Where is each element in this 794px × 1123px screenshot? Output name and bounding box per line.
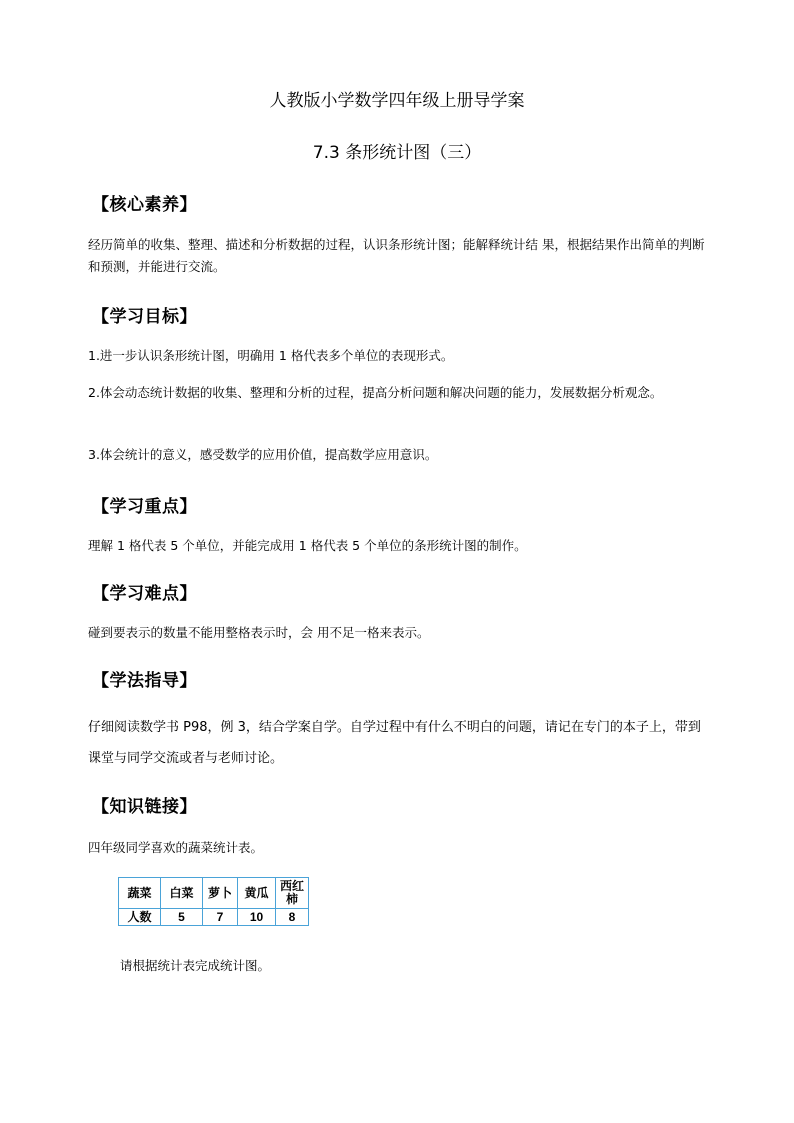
link-intro: 四年级同学喜欢的蔬菜统计表。: [88, 840, 264, 855]
difficulty-paragraph: 碰到要表示的数量不能用整格表示时，会 用不足一格来表示。: [88, 625, 430, 640]
section-heading-key: 【学习重点】: [92, 497, 197, 517]
table-header-cell: 黄瓜: [238, 878, 276, 909]
table-cell: 8: [276, 909, 309, 926]
table-cell: 10: [238, 909, 276, 926]
link-instruction: 请根据统计表完成统计图。: [120, 958, 271, 973]
goal-item-2: 2.体会动态统计数据的收集、整理和分析的过程，提高分析问题和解决问题的能力，发展数据分析观念。: [88, 385, 663, 400]
table-cell: 7: [203, 909, 238, 926]
document-title: 人教版小学数学四年级上册导学案: [269, 91, 525, 111]
core-paragraph: 经历简单的收集、整理、描述和分析数据的过程，认识条形统计图；能解释统计结 果，根据结果作出简单的判断和预测，并能进行交流。: [88, 237, 705, 274]
table-row: [119, 909, 309, 926]
table-header-row: [119, 878, 309, 909]
section-heading-method: 【学法指导】: [92, 671, 197, 691]
method-paragraph: 仔细阅读数学书 P98，例 3，结合学案自学。自学过程中有什么不明白的问题，请记在专门的本子上，带到课堂与同学交流或者与老师讨论。: [88, 720, 701, 766]
section-heading-goals: 【学习目标】: [92, 307, 197, 327]
table-header-cell: 蔬菜: [119, 878, 161, 909]
table-cell: 人数: [119, 909, 161, 926]
section-heading-difficulty: 【学习难点】: [92, 584, 197, 604]
goal-item-3: 3.体会统计的意义，感受数学的应用价值，提高数学应用意识。: [88, 447, 438, 462]
vegetable-table: [118, 877, 309, 926]
lesson-subtitle: 7.3 条形统计图（三）: [312, 143, 482, 163]
table-header-cell: 西红柿: [276, 878, 309, 909]
table-header-cell: 白菜: [161, 878, 203, 909]
table-cell: 5: [161, 909, 203, 926]
table-header-cell: 萝卜: [203, 878, 238, 909]
section-heading-link: 【知识链接】: [92, 797, 197, 817]
key-paragraph: 理解 1 格代表 5 个单位，并能完成用 1 格代表 5 个单位的条形统计图的制作。: [88, 538, 527, 553]
section-heading-core: 【核心素养】: [92, 195, 197, 215]
goal-item-1: 1.进一步认识条形统计图，明确用 1 格代表多个单位的表现形式。: [88, 348, 454, 363]
